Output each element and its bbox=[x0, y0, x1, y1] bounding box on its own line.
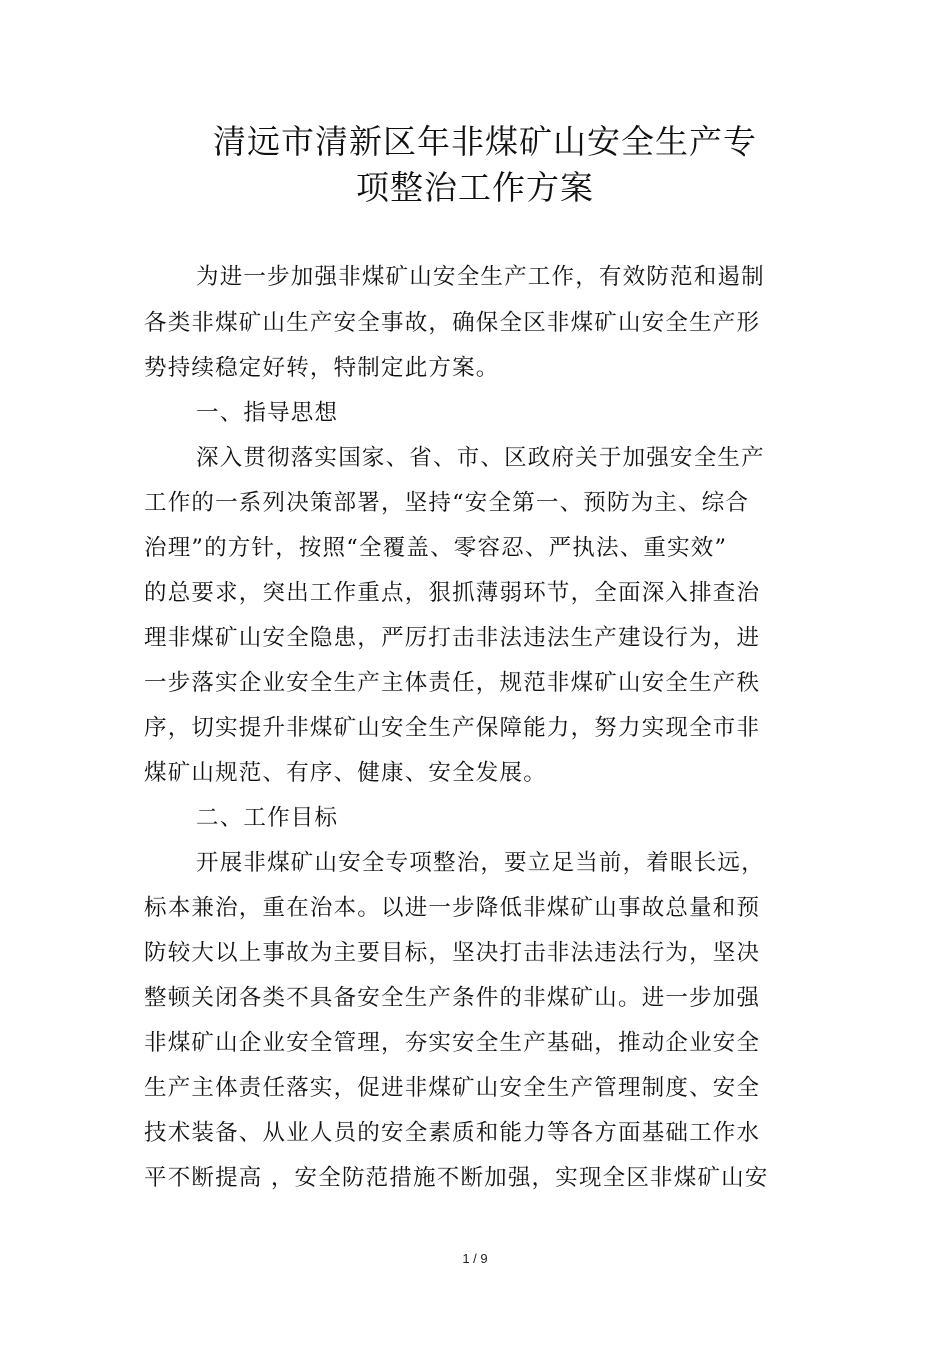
body-line: 技术装备、从业人员的安全素质和能力等各方面基础工作水 bbox=[144, 1120, 761, 1146]
body-line: 工作的一系列决策部署，坚持“安全第一、预防为主、综合 bbox=[144, 490, 750, 516]
body-line: 治理”的方针，按照“全覆盖、零容忍、严执法、重实效” bbox=[144, 535, 728, 561]
body-line: 理非煤矿山安全隐患，严厉打击非法违法生产建设行为，进 bbox=[144, 625, 761, 651]
body-line: 平不断提高 ，安全防范措施不断加强，实现全区非煤矿山安 bbox=[144, 1165, 769, 1191]
body-line: 标本兼治，重在治本。以进一步降低非煤矿山事故总量和预 bbox=[144, 895, 761, 921]
body-line: 整顿关闭各类不具备安全生产条件的非煤矿山。进一步加强 bbox=[144, 985, 761, 1011]
section-heading: 二、工作目标 bbox=[196, 805, 339, 831]
body-line: 为进一步加强非煤矿山安全生产工作，有效防范和遏制 bbox=[196, 264, 765, 290]
body-line: 一步落实企业安全生产主体责任，规范非煤矿山安全生产秩 bbox=[144, 670, 761, 696]
document-title-line-1: 清远市清新区年非煤矿山安全生产专 bbox=[213, 122, 757, 161]
body-line: 各类非煤矿山生产安全事故，确保全区非煤矿山安全生产形 bbox=[144, 310, 761, 336]
section-heading: 一、指导思想 bbox=[196, 400, 339, 426]
body-line: 生产主体责任落实，促进非煤矿山安全生产管理制度、安全 bbox=[144, 1075, 761, 1101]
body-line: 开展非煤矿山安全专项整治，要立足当前，着眼长远， bbox=[196, 850, 765, 876]
body-line: 势持续稳定好转，特制定此方案。 bbox=[144, 355, 500, 381]
body-line: 深入贯彻落实国家、省、市、区政府关于加强安全生产 bbox=[196, 445, 765, 471]
body-line: 防较大以上事故为主要目标，坚决打击非法违法行为，坚决 bbox=[144, 940, 761, 966]
body-line: 煤矿山规范、有序、健康、安全发展。 bbox=[144, 760, 547, 786]
body-line: 的总要求，突出工作重点，狠抓薄弱环节，全面深入排查治 bbox=[144, 580, 761, 606]
document-title-line-2: 项整治工作方案 bbox=[356, 168, 594, 207]
body-line: 序，切实提升非煤矿山安全生产保障能力，努力实现全市非 bbox=[144, 715, 761, 741]
body-line: 非煤矿山企业安全管理，夯实安全生产基础，推动企业安全 bbox=[144, 1030, 761, 1056]
page-number: 1 / 9 bbox=[462, 1251, 488, 1266]
